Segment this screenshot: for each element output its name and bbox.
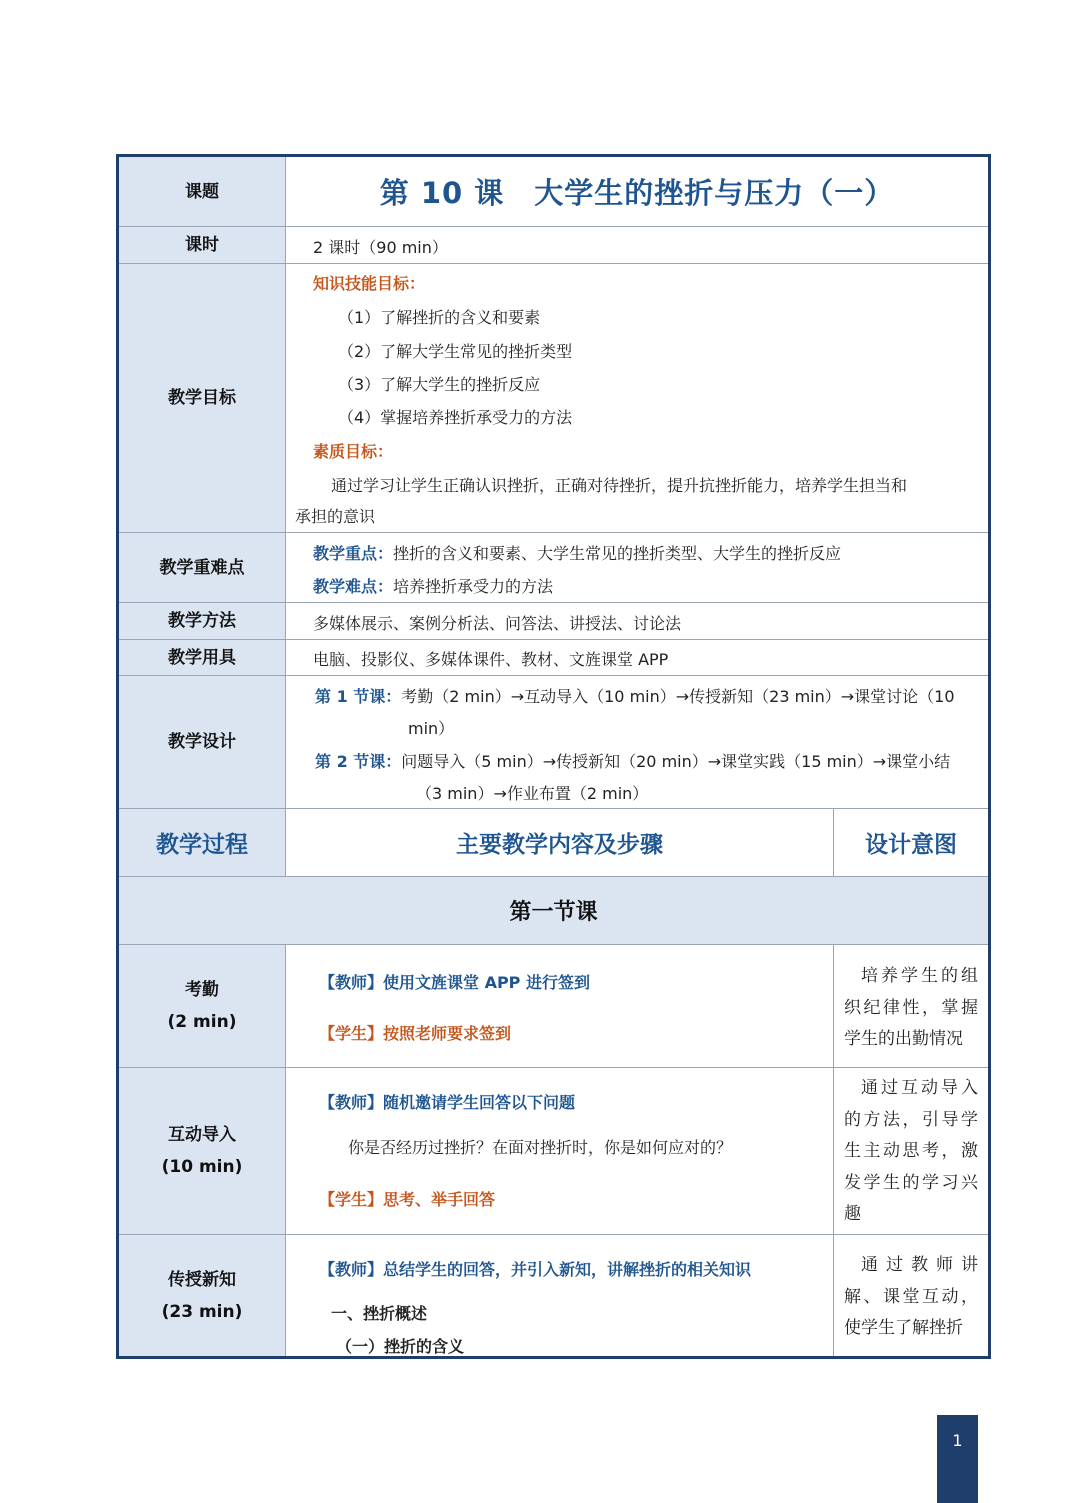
page-number: 1 [937,1415,978,1503]
methods-value: 多媒体展示、案例分析法、问答法、讲授法、讨论法 [313,614,682,633]
methods-label: 教学方法 [119,603,286,639]
topic-label: 课题 [119,157,286,226]
design-intent: 通过教师讲解、课堂互动，使学生了解挫折 [833,1235,988,1356]
knowledge-item: （3）了解大学生的挫折反应 [338,375,541,394]
process-stage-header: 教学过程 [119,809,286,876]
quality-text-line1: 通过学习让学生正确认识挫折，正确对待挫折，提升抗挫折能力，培养学生担当和 [331,476,908,495]
key-points-label: 教学重难点 [119,533,286,602]
stage-name: 考勤 [185,980,219,1000]
section-title: 第一节课 [509,900,598,925]
design-intent: 培养学生的组织纪律性，掌握学生的出勤情况 [833,945,988,1067]
process-row-new-knowledge [119,1234,988,1356]
focus-text: 挫折的含义和要素、大学生常见的挫折类型、大学生的挫折反应 [393,544,842,563]
question-text: 你是否经历过挫折？在面对挫折时，你是如何应对的？ [348,1138,733,1157]
process-header-row [119,808,988,876]
stage-time: (10 min) [161,1157,243,1177]
lesson1-schedule-cont: min） [408,719,455,738]
student-step: 【学生】按照老师要求签到 [319,1024,512,1043]
key-points-row [119,532,988,602]
lesson2-label: 第 2 节课： [315,752,402,771]
tools-label: 教学用具 [119,640,286,675]
stage-time: (23 min) [161,1301,243,1322]
teacher-step: 【教师】总结学生的回答，并引入新知，讲解挫折的相关知识 [319,1260,752,1279]
process-content-header: 主要教学内容及步骤 [456,832,663,858]
lesson-title: 第 10 课 大学生的挫折与压力（一） [379,176,895,210]
process-row-attendance [119,944,988,1067]
focus-label: 教学重点： [313,544,394,563]
difficulty-label: 教学难点： [313,577,394,596]
student-step: 【学生】思考、举手回答 [319,1190,496,1209]
hours-value: 2 课时（90 min） [313,238,448,257]
difficulty-text: 培养挫折承受力的方法 [393,577,554,596]
design-label: 教学设计 [119,676,286,808]
content-subheading: （一）挫折的含义 [336,1337,465,1356]
lesson1-label: 第 1 节课： [315,687,402,706]
quality-text-line2: 承担的意识 [295,507,376,526]
process-row-interaction [119,1067,988,1234]
tools-row [119,639,988,675]
knowledge-item: （1）了解挫折的含义和要素 [338,308,541,327]
process-intent-header: 设计意图 [833,809,988,876]
objectives-label: 教学目标 [119,264,286,532]
content-heading: 一、挫折概述 [331,1304,428,1323]
section-row [119,876,988,944]
teacher-step: 【教师】随机邀请学生回答以下问题 [319,1093,576,1112]
knowledge-item: （2）了解大学生常见的挫折类型 [338,342,573,361]
lesson1-schedule: 考勤（2 min）→互动导入（10 min）→传授新知（23 min）→课堂讨论（10 [401,687,955,706]
stage-time: (2 min) [167,1012,237,1032]
lesson-plan-table [116,154,991,1359]
quality-heading: 素质目标： [313,442,394,461]
methods-row [119,602,988,639]
topic-row [119,157,988,226]
design-row [119,675,988,808]
lesson2-schedule: 问题导入（5 min）→传授新知（20 min）→课堂实践（15 min）→课堂小结 [401,752,951,771]
hours-label: 课时 [119,227,286,263]
lesson2-schedule-cont: （3 min）→作业布置（2 min） [416,784,649,803]
objectives-row [119,263,988,532]
design-intent: 通过互动导入的方法，引导学生主动思考，激发学生的学习兴趣 [833,1068,988,1234]
tools-value: 电脑、投影仪、多媒体课件、教材、文旌课堂 APP [313,650,669,669]
knowledge-item: （4）掌握培养挫折承受力的方法 [338,408,573,427]
teacher-step: 【教师】使用文旌课堂 APP 进行签到 [319,973,590,992]
knowledge-heading: 知识技能目标： [313,274,426,293]
stage-name: 互动导入 [167,1125,236,1145]
hours-row [119,226,988,263]
stage-name: 传授新知 [167,1269,236,1290]
